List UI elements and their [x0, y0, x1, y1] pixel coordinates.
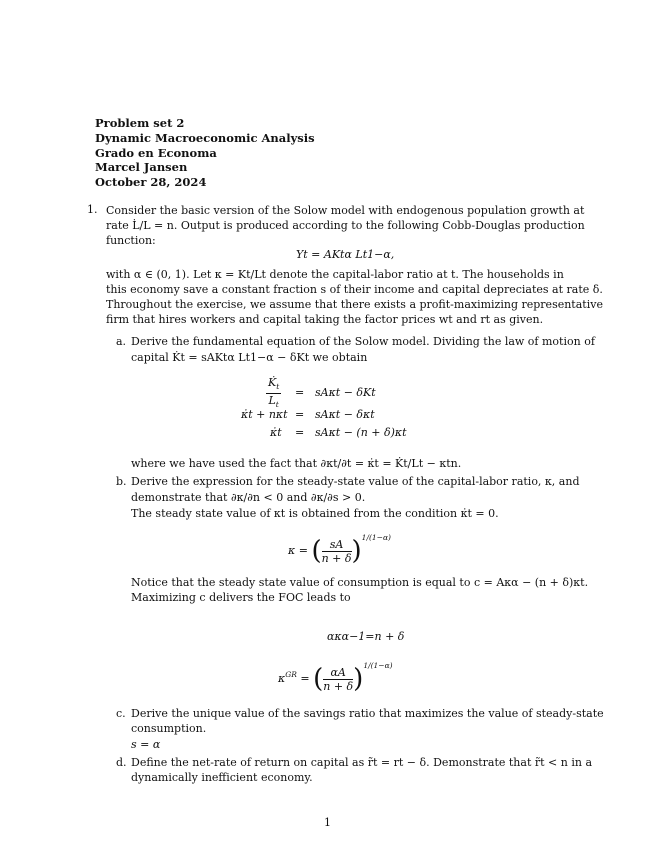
header-title: Problem set 2	[95, 116, 185, 130]
header-degree: Grado en Economa	[95, 145, 217, 160]
ss-exponent: 1/(1−α)	[361, 533, 391, 542]
eq-row-2-lhs: κ̇t + nκt	[241, 408, 288, 421]
eq-row-2-equals: =	[295, 408, 305, 421]
eq-row-3-rhs: sAκt − (n + δ)κt	[315, 426, 407, 439]
part-d-text-2: dynamically inefficient economy.	[131, 771, 313, 784]
part-b-text-4: Notice that the steady state value of consumption is equal to c = Aκα − (n + δ)κt.	[131, 576, 589, 589]
problem-body-line-4: firm that hires workers and capital taking the factor prices wt and rt as given.	[106, 313, 544, 326]
part-b-label: b.	[116, 475, 127, 488]
problem-intro-line-2: rate L̇/L = n. Output is produced according to the following Cobb-Douglas production	[106, 219, 585, 232]
part-c-text-1: Derive the unique value of the savings ratio that maximizes the value of steady-state	[131, 707, 604, 720]
part-a-note: where we have used the fact that ∂κt/∂t = κ̇t = K̇t/Lt − κtn.	[131, 457, 462, 470]
foc-equation: ακα−1=n + δ	[327, 630, 405, 643]
problem-body-line-2: this economy save a constant fraction s of their income and capital depreciates at rate δ.	[106, 283, 603, 296]
eq-row-3-equals: =	[295, 426, 305, 439]
header-date: October 28, 2024	[95, 175, 207, 190]
part-b-text-2: demonstrate that ∂κ/∂n < 0 and ∂κ/∂s > 0.	[131, 491, 366, 504]
part-c-text-2: consumption.	[131, 722, 207, 735]
problem-body-line-1: with α ∈ (0, 1). Let κ = Kt/Lt denote the capital-labor ratio at t. The households in	[106, 268, 564, 281]
problem-intro-line-3: function:	[106, 234, 156, 247]
steady-state-equation: κ = ( $\frac{sA}{n + \delta}$ )$^{1/(1-\alpha)}$	[288, 533, 391, 566]
eq-row-1-rhs: sAκt − δKt	[315, 386, 376, 399]
part-b-text-3: The steady state value of κt is obtained from the condition κ̇t = 0.	[131, 507, 499, 520]
part-c-label: c.	[116, 707, 126, 720]
eq-row-3-lhs: κ̇t	[270, 426, 282, 439]
part-a-label: a.	[116, 335, 127, 348]
eq-row-2-rhs: sAκt − δκt	[315, 408, 375, 421]
part-b-text-1: Derive the expression for the steady-state value of the capital-labor ratio, κ, and	[131, 475, 580, 488]
document-header	[95, 116, 315, 190]
gr-exponent: 1/(1−α)	[363, 661, 393, 670]
eq-row-1-lhs: $\frac{K̇_t}{L_t}$	[268, 376, 280, 410]
header-course: Dynamic Macroeconomic Analysis	[95, 130, 315, 145]
header-author: Marcel Jansen	[95, 160, 188, 175]
part-c-answer: s = α	[131, 738, 161, 751]
eq-row-1-equals: =	[295, 386, 305, 399]
problem-intro-line-1: Consider the basic version of the Solow model with endogenous population growth at	[106, 204, 585, 217]
problem-number: 1.	[87, 203, 98, 216]
part-d-label: d.	[116, 756, 127, 769]
page-number: 1	[324, 816, 331, 829]
part-d-text-1: Define the net-rate of return on capital as r̃t = rt − δ. Demonstrate that r̃t < n in a	[131, 756, 592, 769]
part-b-text-5: Maximizing c delivers the FOC leads to	[131, 591, 351, 604]
part-a-text-2: capital K̇t = sAKtα Lt1−α − δKt we obtain	[131, 351, 368, 364]
part-a-text-1: Derive the fundamental equation of the Solow model. Dividing the law of motion of	[131, 335, 595, 348]
problem-body-line-3: Throughout the exercise, we assume that there exists a profit-maximizing representative	[106, 298, 603, 311]
production-function-equation: Yt = AKtα Lt1−α,	[296, 248, 395, 261]
golden-rule-equation: $\kappa^{GR}$ = ( $\frac{\alpha A}{n + \delta}$ )$^{1/(1-\alpha)}$	[278, 661, 393, 694]
